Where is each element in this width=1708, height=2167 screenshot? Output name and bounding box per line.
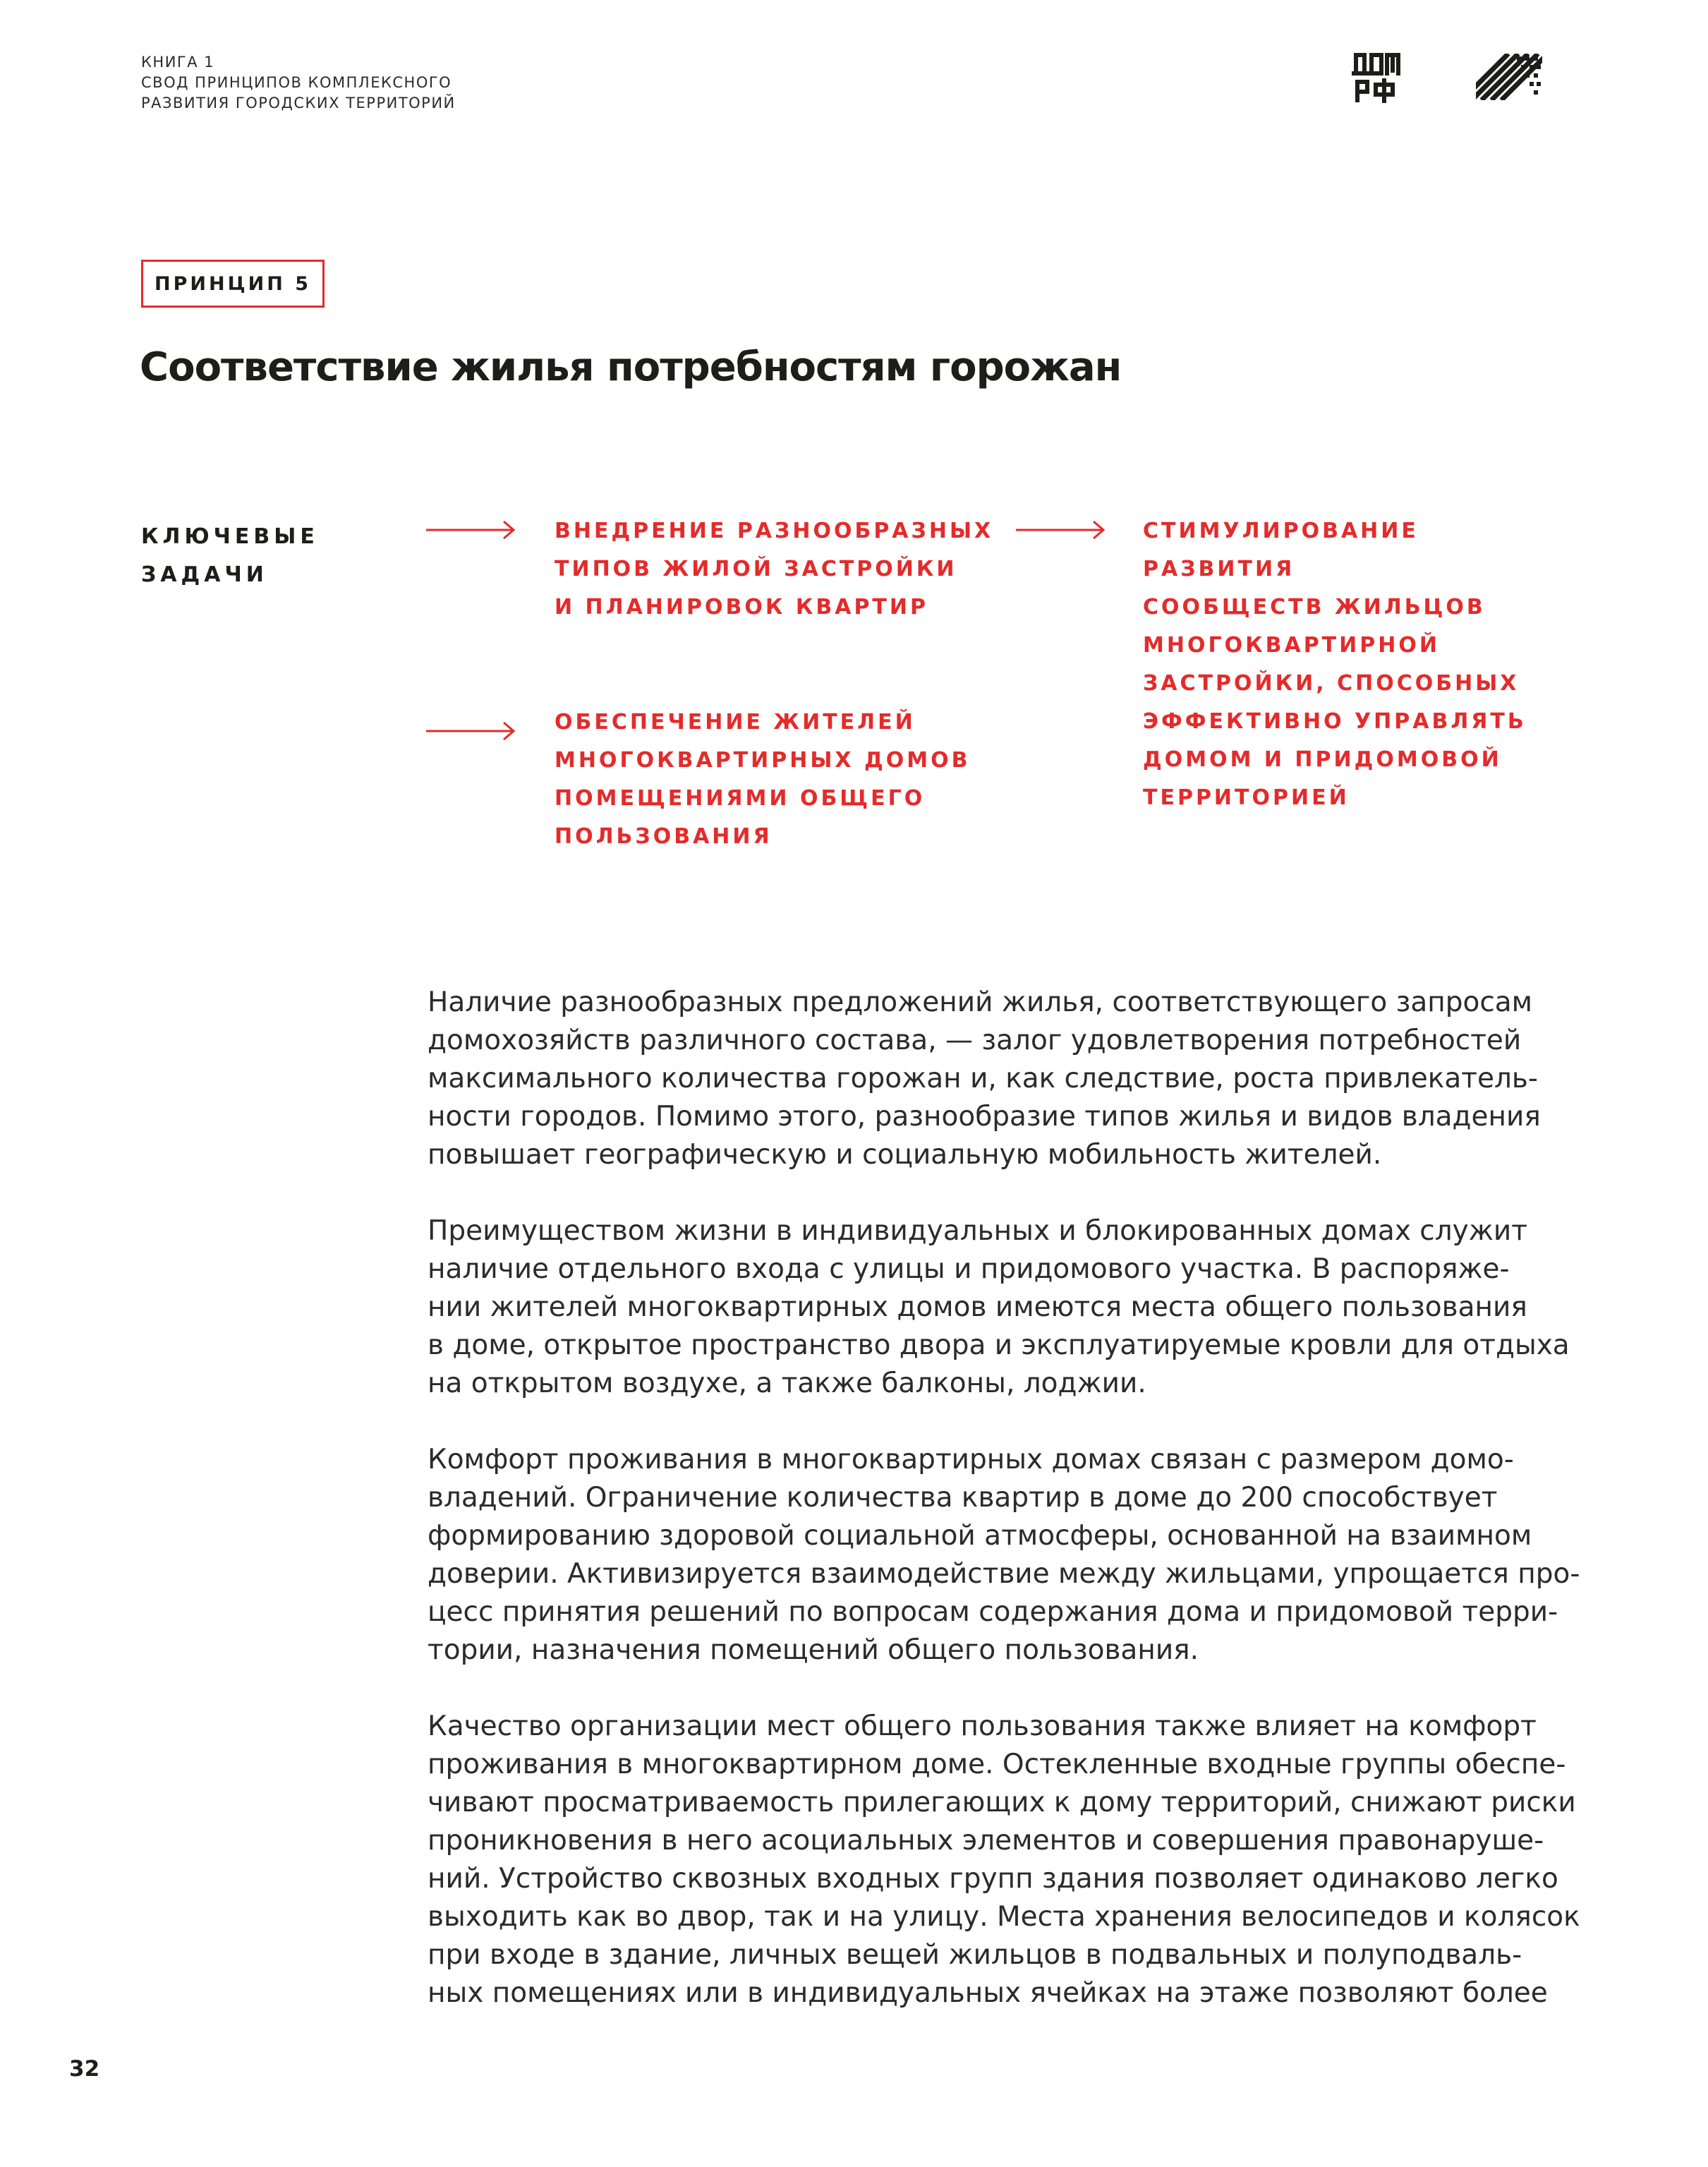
task-line: ВНЕДРЕНИЕ РАЗНООБРАЗНЫХ bbox=[555, 519, 994, 543]
task-line: ТИПОВ ЖИЛОЙ ЗАСТРОЙКИ bbox=[555, 557, 957, 581]
page-title: Соответствие жилья потребностям горожан bbox=[140, 344, 1122, 390]
book-header bbox=[141, 52, 456, 114]
task-line: СТИМУЛИРОВАНИЕ bbox=[1143, 519, 1419, 543]
text-line: проникновения в него асоциальных элементов и совершения правонаруше- bbox=[428, 1825, 1544, 1857]
key-task-3 bbox=[1143, 512, 1527, 817]
text-line: ных помещениях или в индивидуальных ячейках на этаже позволяют более bbox=[428, 1977, 1548, 2009]
task-line: МНОГОКВАРТИРНОЙ bbox=[1143, 633, 1440, 658]
text-line: нии жителей многоквартирных домов имеются места общего пользования bbox=[428, 1291, 1527, 1323]
key-task-2 bbox=[555, 704, 970, 856]
body-text bbox=[428, 984, 1585, 2051]
text-line: ности городов. Помимо этого, разнообразие типов жилья и видов владения bbox=[428, 1101, 1541, 1133]
text-line: Комфорт проживания в многоквартирных домах связан с размером домо- bbox=[428, 1444, 1514, 1475]
text-line: ний. Устройство сквозных входных групп здания позволяет одинаково легко bbox=[428, 1863, 1558, 1895]
text-line: Преимуществом жизни в индивидуальных и блокированных домах служит bbox=[428, 1215, 1527, 1247]
task-line: СООБЩЕСТВ ЖИЛЬЦОВ bbox=[1143, 595, 1486, 620]
header-line-3: РАЗВИТИЯ ГОРОДСКИХ ТЕРРИТОРИЙ bbox=[141, 95, 456, 111]
task-line: ЗАСТРОЙКИ, СПОСОБНЫХ bbox=[1143, 671, 1520, 696]
text-line: повышает географическую и социальную мобильность жителей. bbox=[428, 1139, 1382, 1171]
principle-badge: ПРИНЦИП 5 bbox=[141, 260, 325, 308]
task-line: ЭФФЕКТИВНО УПРАВЛЯТЬ bbox=[1143, 709, 1527, 734]
arrow-right-icon bbox=[426, 519, 516, 541]
pattern-logo bbox=[1476, 54, 1542, 100]
task-line: МНОГОКВАРТИРНЫХ ДОМОВ bbox=[555, 748, 971, 773]
header-line-1: КНИГА 1 bbox=[141, 54, 215, 71]
text-line: цесс принятия решений по вопросам содержания дома и придомовой терри- bbox=[428, 1596, 1558, 1628]
text-line: выходить как во двор, так и на улицу. Места хранения велосипедов и колясок bbox=[428, 1901, 1580, 1933]
text-line: при входе в здание, личных вещей жильцов в подвальных и полуподваль- bbox=[428, 1939, 1522, 1971]
key-tasks-label-line: ЗАДАЧИ bbox=[141, 562, 268, 587]
text-line: наличие отдельного входа с улицы и придомового участка. В распоряже- bbox=[428, 1253, 1510, 1285]
text-line: доверии. Активизируется взаимодействие между жильцами, упрощается про- bbox=[428, 1558, 1580, 1590]
text-line: владений. Ограничение количества квартир в доме до 200 способствует bbox=[428, 1482, 1498, 1514]
arrow-right-icon bbox=[1016, 519, 1106, 541]
text-line: проживания в многоквартирном доме. Остекленные входные группы обеспе- bbox=[428, 1749, 1566, 1780]
text-line: максимального количества горожан и, как следствие, роста привлекатель- bbox=[428, 1063, 1538, 1094]
paragraph bbox=[428, 1708, 1585, 2012]
key-tasks-label bbox=[141, 518, 319, 594]
paragraph bbox=[428, 1212, 1585, 1403]
text-line: Качество организации мест общего пользования также влияет на комфорт bbox=[428, 1710, 1537, 1742]
header-line-2: СВОД ПРИНЦИПОВ КОМПЛЕКСНОГО bbox=[141, 74, 452, 91]
key-tasks-label-line: КЛЮЧЕВЫЕ bbox=[141, 524, 319, 549]
text-line: домохозяйств различного состава, — залог удовлетворения потребностей bbox=[428, 1025, 1522, 1056]
task-line: ДОМОМ И ПРИДОМОВОЙ bbox=[1143, 747, 1502, 772]
text-line: Наличие разнообразных предложений жилья, соответствующего запросам bbox=[428, 986, 1533, 1018]
page-number: 32 bbox=[69, 2056, 100, 2082]
text-line: на открытом воздухе, а также балконы, лоджии. bbox=[428, 1368, 1146, 1399]
task-line: ТЕРРИТОРИЕЙ bbox=[1143, 785, 1350, 810]
text-line: формированию здоровой социальной атмосферы, основанной на взаимном bbox=[428, 1520, 1532, 1552]
text-line: тории, назначения помещений общего пользования. bbox=[428, 1634, 1199, 1666]
key-task-1 bbox=[555, 512, 993, 627]
paragraph bbox=[428, 1441, 1585, 1670]
dom-rf-logo bbox=[1352, 52, 1403, 103]
task-line: ОБЕСПЕЧЕНИЕ ЖИТЕЛЕЙ bbox=[555, 710, 916, 735]
task-line: ПОМЕЩЕНИЯМИ ОБЩЕГО bbox=[555, 786, 926, 811]
task-line: ПОЛЬЗОВАНИЯ bbox=[555, 824, 773, 849]
paragraph bbox=[428, 984, 1585, 1174]
text-line: в доме, открытое пространство двора и эксплуатируемые кровли для отдыха bbox=[428, 1329, 1570, 1361]
arrow-right-icon bbox=[426, 720, 516, 742]
task-line: РАЗВИТИЯ bbox=[1143, 557, 1295, 581]
task-line: И ПЛАНИРОВОК КВАРТИР bbox=[555, 595, 928, 620]
text-line: чивают просматриваемость прилегающих к дому территорий, снижают риски bbox=[428, 1787, 1576, 1818]
